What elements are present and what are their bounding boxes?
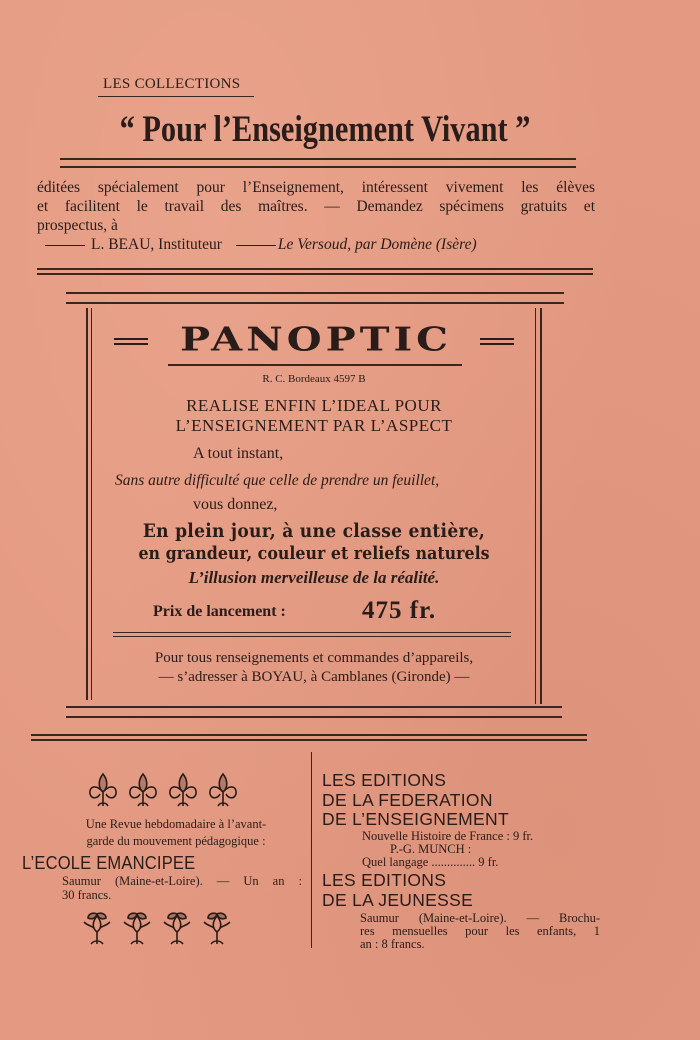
section-divider bbox=[37, 268, 593, 275]
price-rule bbox=[113, 636, 511, 637]
ad-text: A tout instant, bbox=[193, 445, 284, 462]
collections-heading: LES COLLECTIONS bbox=[103, 76, 241, 92]
contact-line: — s’adresser à BOYAU, à Camblanes (Gironde) — bbox=[158, 669, 470, 685]
editions-heading: LES EDITIONS bbox=[322, 870, 447, 890]
editions-heading: DE LA FEDERATION bbox=[322, 790, 493, 810]
iris-ornament-icon bbox=[166, 770, 200, 810]
iris-ornament-icon bbox=[80, 908, 114, 948]
ad-tagline: L’illusion merveilleuse de la réalité. bbox=[188, 568, 440, 587]
ornament-row bbox=[86, 770, 240, 810]
box-left-border bbox=[86, 308, 88, 700]
section-divider bbox=[31, 734, 587, 741]
dash-rule bbox=[45, 245, 85, 246]
iris-ornament-icon bbox=[126, 770, 160, 810]
ad-text: vous donnez, bbox=[193, 496, 278, 513]
revue-subscription: Saumur (Maine-et-Loire). — Un an : bbox=[62, 874, 302, 888]
iris-ornament-icon bbox=[200, 908, 234, 948]
main-title: “ Pour l’Enseignement Vivant ” bbox=[119, 109, 531, 150]
column-divider bbox=[311, 752, 312, 948]
intro-line: prospectus, à bbox=[37, 217, 118, 234]
iris-ornament-icon bbox=[86, 770, 120, 810]
dash-rule bbox=[236, 245, 276, 246]
revue-subscription: 30 francs. bbox=[62, 888, 112, 902]
ad-slogan: En plein jour, à une classe entière, bbox=[142, 520, 486, 542]
publication-author: P.-G. MUNCH : bbox=[390, 842, 472, 856]
box-right-border bbox=[535, 308, 536, 704]
box-top-border bbox=[66, 292, 564, 304]
iris-ornament-icon bbox=[206, 770, 240, 810]
brand-name: PANOPTIC bbox=[180, 320, 452, 359]
collections-underline bbox=[98, 96, 254, 97]
author-name: L. BEAU, Instituteur bbox=[91, 236, 222, 253]
brand-underline bbox=[168, 364, 462, 366]
editions-heading: DE LA JEUNESSE bbox=[322, 890, 474, 910]
box-bottom-border bbox=[66, 706, 562, 718]
editions-heading: LES EDITIONS bbox=[322, 770, 447, 790]
publication-note: res mensuelles pour les enfants, 1 bbox=[360, 924, 600, 938]
iris-ornament-icon bbox=[160, 908, 194, 948]
title-rule bbox=[60, 158, 576, 168]
publication-item: Nouvelle Histoire de France : 9 fr. bbox=[362, 829, 534, 843]
ornament-row bbox=[80, 908, 234, 948]
box-right-border bbox=[540, 308, 542, 704]
headline: REALISE ENFIN L’IDEAL POUR bbox=[186, 396, 442, 415]
registry-number: R. C. Bordeaux 4597 B bbox=[262, 373, 366, 385]
publication-note: Saumur (Maine-et-Loire). — Brochu- bbox=[360, 911, 600, 925]
revue-description: Une Revue hebdomadaire à l’avant- bbox=[85, 817, 267, 831]
price-rule bbox=[113, 632, 511, 633]
revue-description: garde du mouvement pédagogique : bbox=[86, 834, 266, 848]
price-value: 475 fr. bbox=[362, 597, 437, 624]
contact-line: Pour tous renseignements et commandes d’appareils, bbox=[154, 650, 474, 666]
signature-line bbox=[37, 236, 595, 254]
price-label: Prix de lancement : bbox=[153, 603, 286, 620]
editions-heading: DE L’ENSEIGNEMENT bbox=[322, 809, 509, 829]
intro-line: éditées spécialement pour l’Enseignement, intéressent vivement les élèves bbox=[37, 179, 595, 196]
box-left-border bbox=[91, 308, 92, 700]
iris-ornament-icon bbox=[120, 908, 154, 948]
headline: L’ENSEIGNEMENT PAR L’ASPECT bbox=[175, 416, 453, 435]
revue-title: L’ECOLE EMANCIPEE bbox=[22, 853, 196, 873]
publication-note: an : 8 francs. bbox=[360, 937, 425, 951]
intro-line: et facilitent le travail des maîtres. — Demandez spécimens gratuits et bbox=[37, 198, 595, 215]
brand-dash-left bbox=[114, 338, 148, 345]
ad-text: Sans autre difficulté que celle de prendre un feuillet, bbox=[115, 472, 440, 489]
ad-slogan: en grandeur, couleur et reliefs naturels bbox=[138, 543, 490, 564]
author-address: Le Versoud, par Domène (Isère) bbox=[277, 236, 477, 253]
brand-dash-right bbox=[480, 338, 514, 345]
publication-item: Quel langage .............. 9 fr. bbox=[362, 855, 499, 869]
